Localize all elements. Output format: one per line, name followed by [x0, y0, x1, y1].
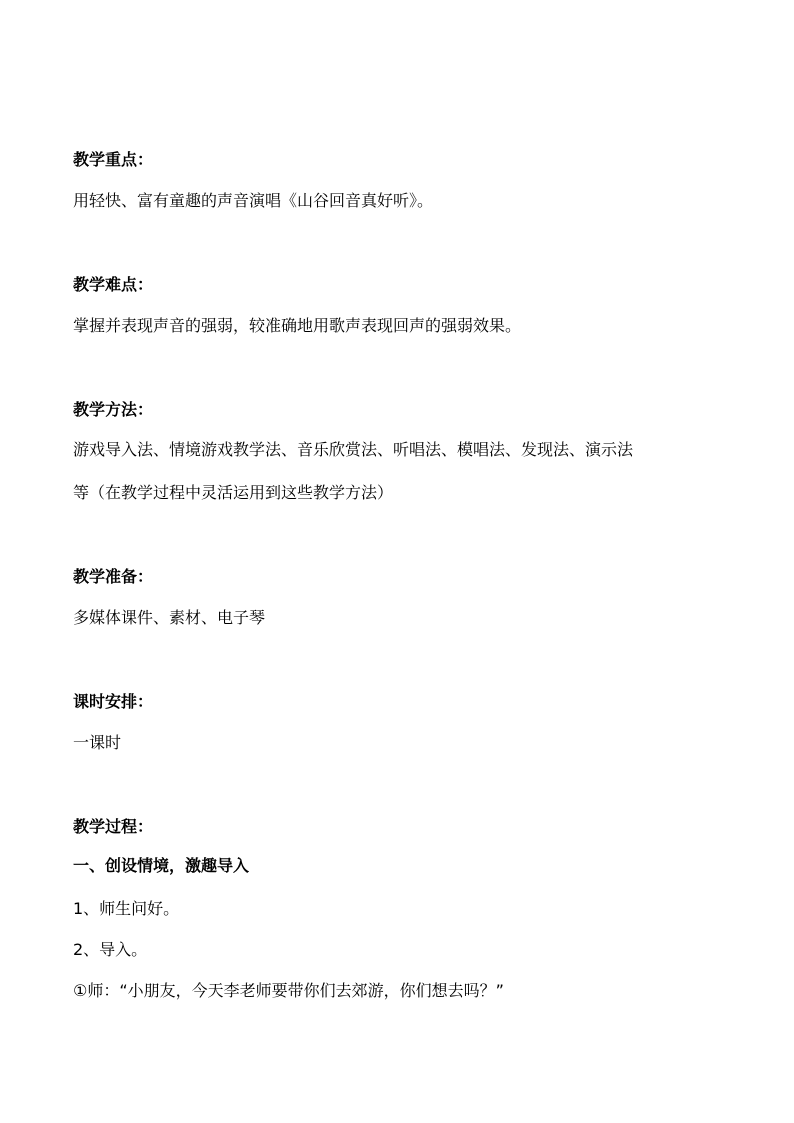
- section-heading-key-points: 教学重点：: [73, 150, 154, 169]
- section-heading-methods: 教学方法：: [73, 400, 154, 419]
- section-text-key-points: 用轻快、富有童趣的声音演唱《山谷回音真好听》。: [73, 191, 434, 210]
- section-heading-schedule: 课时安排：: [73, 692, 154, 711]
- section-text-methods-line-2: 等（在教学过程中灵活运用到这些教学方法）: [73, 483, 394, 502]
- section-heading-preparation: 教学准备：: [73, 567, 154, 586]
- section-text-methods-line-1: 游戏导入法、情境游戏教学法、音乐欣赏法、听唱法、模唱法、发现法、演示法: [73, 440, 634, 459]
- section-subheading-process: 一、创设情境，激趣导入: [73, 856, 250, 875]
- section-heading-process: 教学过程：: [73, 817, 154, 836]
- section-text-preparation: 多媒体课件、素材、电子琴: [73, 608, 266, 627]
- section-text-schedule: 一课时: [73, 733, 122, 752]
- section-text-process-line-2: 2、导入。: [73, 940, 148, 959]
- section-text-process-line-3: ①师：“小朋友，今天李老师要带你们去郊游，你们想去吗？”: [73, 981, 504, 1000]
- section-heading-difficulties: 教学难点：: [73, 275, 154, 294]
- section-text-process-line-1: 1、师生问好。: [73, 899, 180, 918]
- section-text-difficulties: 掌握并表现声音的强弱，较准确地用歌声表现回声的强弱效果。: [73, 316, 522, 335]
